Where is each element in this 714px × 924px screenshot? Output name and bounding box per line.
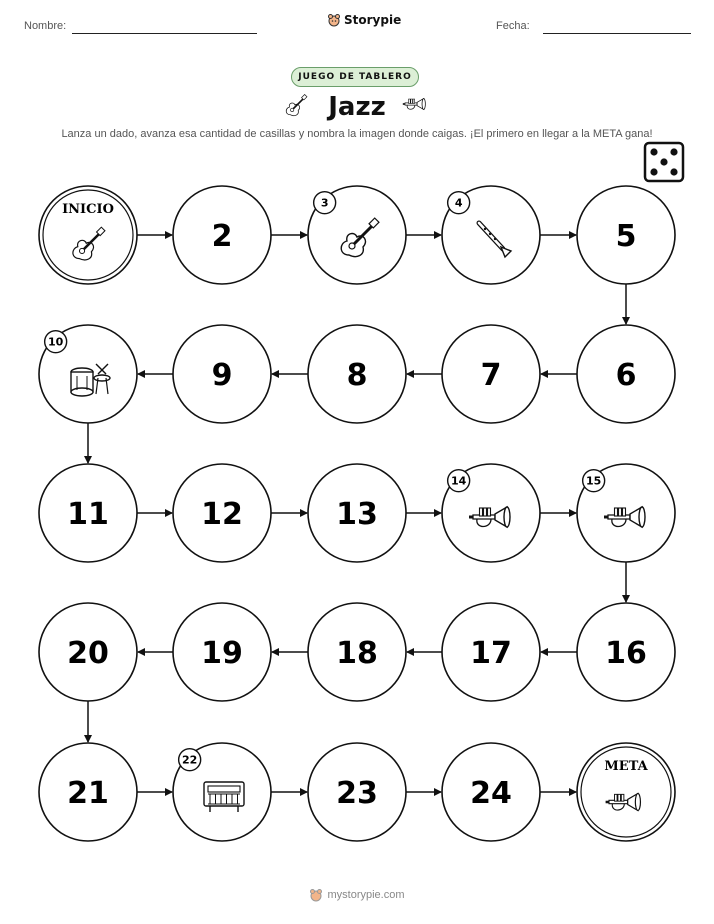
space-number: 11: [67, 497, 109, 532]
page-title: Jazz: [328, 92, 386, 122]
board-space-9: [173, 325, 271, 423]
trumpet-icon: [403, 99, 426, 110]
board-space-14: [442, 464, 540, 562]
space-number: 10: [48, 335, 64, 349]
board-space-6: [577, 325, 675, 423]
board-space-17: [442, 603, 540, 701]
board-space-4: [442, 186, 540, 284]
footer-url: mystorypie.com: [327, 889, 405, 901]
space-number: 16: [605, 636, 647, 671]
space-number: 4: [454, 196, 463, 210]
brand-name: Storypie: [344, 13, 402, 27]
space-number: 5: [615, 219, 637, 254]
board-space-5: [577, 186, 675, 284]
space-number: 8: [346, 358, 368, 393]
guitar-icon: [286, 94, 307, 115]
space-number: 13: [336, 497, 378, 532]
board-space-18: [308, 603, 406, 701]
board-space-2: [173, 186, 271, 284]
date-label: Fecha:: [496, 20, 530, 32]
board-space-24: [442, 743, 540, 841]
space-number: 17: [470, 636, 512, 671]
finish-label: META: [604, 759, 648, 774]
die-icon: [645, 143, 683, 181]
board-space-25: [577, 743, 675, 841]
storypie-mascot-icon: [309, 888, 323, 902]
board-space-23: [308, 743, 406, 841]
board-space-20: [39, 603, 137, 701]
board-space-13: [308, 464, 406, 562]
space-number: 12: [201, 497, 243, 532]
space-number: 22: [182, 753, 198, 767]
space-number: 7: [480, 358, 502, 393]
instructions: Lanza un dado, avanza esa cantidad de casillas y nombra la imagen donde caigas. ¡El primero en llegar a la META gana!: [61, 128, 653, 140]
footer: [0, 888, 714, 902]
board-space-3: [308, 186, 406, 284]
board-space-22: [173, 743, 271, 841]
space-number: 3: [320, 196, 329, 210]
space-number: 15: [586, 474, 602, 488]
board-space-19: [173, 603, 271, 701]
name-label: Nombre:: [24, 20, 67, 32]
board-space-1: [39, 186, 137, 284]
board-space-15: [577, 464, 675, 562]
board-space-11: [39, 464, 137, 562]
space-number: 21: [67, 776, 109, 811]
board-space-7: [442, 325, 540, 423]
space-number: 9: [211, 358, 233, 393]
space-number: 6: [615, 358, 637, 393]
space-number: 14: [451, 474, 467, 488]
board-space-12: [173, 464, 271, 562]
board-space-8: [308, 325, 406, 423]
space-number: 24: [470, 776, 512, 811]
game-type-badge: JUEGO DE TABLERO: [291, 67, 419, 87]
start-label: INICIO: [62, 202, 114, 217]
space-number: 18: [336, 636, 378, 671]
space-number: 2: [211, 219, 233, 254]
space-number: 20: [67, 636, 109, 671]
board-space-21: [39, 743, 137, 841]
board-space-10: [39, 325, 137, 423]
space-number: 19: [201, 636, 243, 671]
board-space-16: [577, 603, 675, 701]
space-number: 23: [336, 776, 378, 811]
